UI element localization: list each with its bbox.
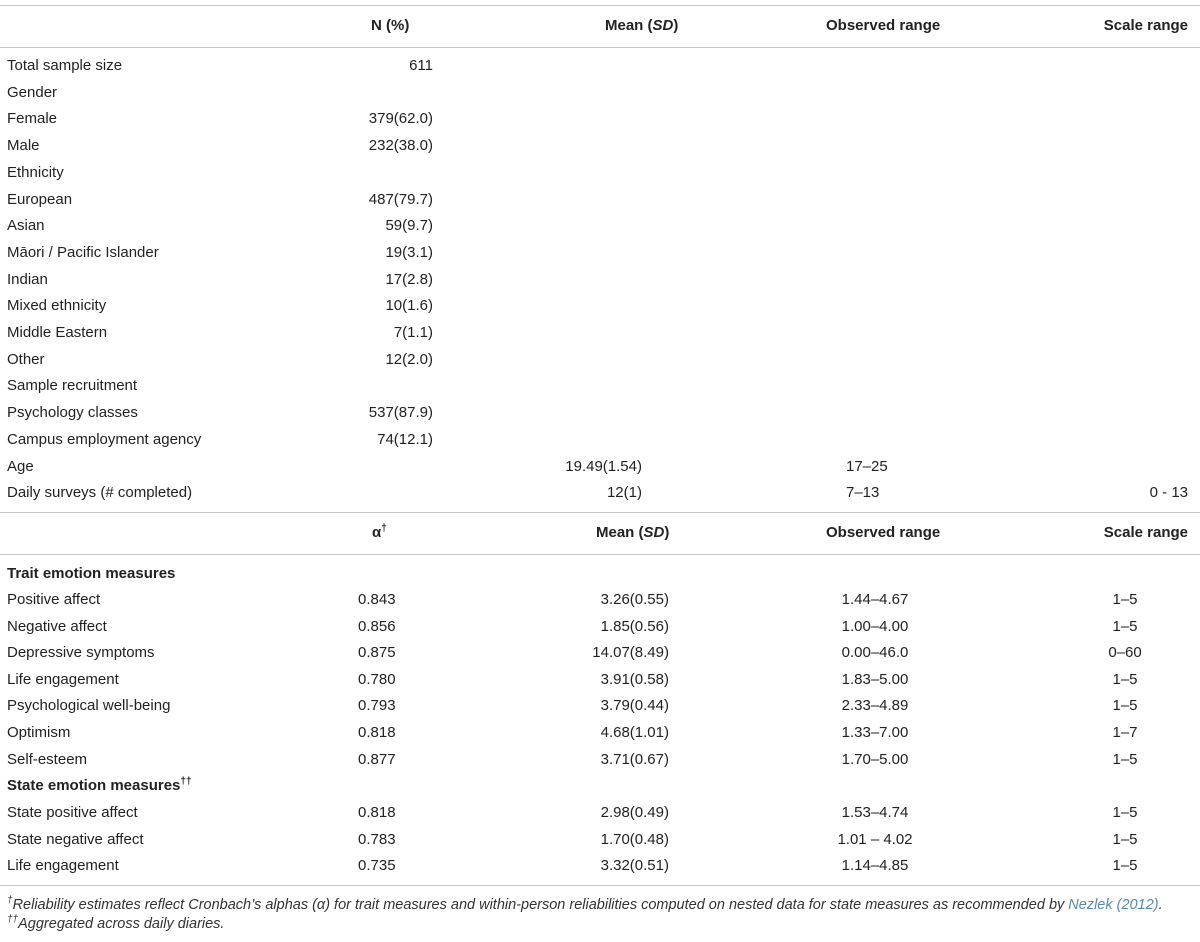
row-n-percent: 59(9.7) xyxy=(385,217,433,235)
row-label: Life engagement xyxy=(7,670,119,688)
middle-rule xyxy=(0,512,1200,513)
table-footnote: †Reliability estimates reflect Cronbach’s alphas (α) for trait measures and within-person reliabilities computed on nested data for state measures as recommended by Nezlek (2012). ††Aggregated across daily diaries. xyxy=(7,895,1163,932)
header-scale-range: Scale range xyxy=(1103,17,1188,34)
row-label: European xyxy=(7,190,73,208)
row-observed-range: 1.70–5.00 xyxy=(841,750,909,768)
row-alpha: 0.793 xyxy=(358,697,396,715)
trait-section-heading: Trait emotion measures xyxy=(7,565,176,582)
row-observed-range: 17–25 xyxy=(846,457,888,475)
row-scale-range: 1–5 xyxy=(1112,830,1138,848)
row-label: Depressive symptoms xyxy=(7,644,155,662)
row-label: Positive affect xyxy=(7,591,101,608)
row-observed-range: 7–13 xyxy=(846,484,880,502)
row-label: Indian xyxy=(7,270,48,288)
row-n-percent: 74(12.1) xyxy=(377,430,433,448)
row-alpha: 0.875 xyxy=(358,644,396,662)
row-alpha: 0.877 xyxy=(358,750,396,768)
bottom-rule xyxy=(0,885,1200,886)
row-label: Other xyxy=(7,350,45,368)
row-label: Ethnicity xyxy=(7,163,64,181)
row-mean-sd: 19.49(1.54) xyxy=(565,457,642,475)
row-n-percent: 487(79.7) xyxy=(368,190,433,208)
header2-rule xyxy=(0,554,1200,555)
row-scale-range: 1–5 xyxy=(1112,617,1138,635)
row-label: Total sample size xyxy=(7,57,123,74)
header-alpha: α† xyxy=(372,523,387,541)
row-scale-range: 1–5 xyxy=(1112,591,1138,608)
row-label: Self-esteem xyxy=(7,750,88,768)
top-rule xyxy=(0,5,1200,6)
row-mean-sd: 14.07(8.49) xyxy=(592,644,669,662)
header-mean-sd: Mean (SD) xyxy=(605,17,679,34)
row-n-percent: 379(62.0) xyxy=(368,110,433,128)
row-n-percent: 17(2.8) xyxy=(385,270,433,288)
reference-link[interactable]: Nezlek (2012) xyxy=(1068,897,1159,913)
row-label: Asian xyxy=(7,217,45,235)
row-n-percent: 537(87.9) xyxy=(368,404,433,422)
row-scale-range: 1–5 xyxy=(1112,670,1138,688)
row-alpha: 0.780 xyxy=(358,670,396,688)
row-label: Negative affect xyxy=(7,617,107,635)
header-n-percent: N (%) xyxy=(371,17,410,34)
row-label: Female xyxy=(7,110,58,128)
row-alpha: 0.843 xyxy=(358,591,396,608)
row-observed-range: 1.00–4.00 xyxy=(841,617,909,635)
header2-observed-range: Observed range xyxy=(826,524,941,541)
row-mean-sd: 3.32(0.51) xyxy=(600,857,669,875)
row-label: Sample recruitment xyxy=(7,377,138,395)
row-label: State negative affect xyxy=(7,830,144,848)
row-label: Psychology classes xyxy=(7,404,138,422)
row-alpha: 0.735 xyxy=(358,857,396,875)
row-label: State positive affect xyxy=(7,804,138,821)
row-label: Middle Eastern xyxy=(7,324,108,341)
row-label: Life engagement xyxy=(7,857,119,875)
row-observed-range: 1.33–7.00 xyxy=(841,724,909,741)
row-n-percent: 611 xyxy=(409,57,433,74)
row-alpha: 0.818 xyxy=(358,724,396,741)
row-mean-sd: 4.68(1.01) xyxy=(600,724,669,741)
header-observed-range: Observed range xyxy=(826,17,941,34)
row-scale-range: 1–5 xyxy=(1112,750,1138,768)
row-label: Daily surveys (# completed) xyxy=(7,484,193,502)
row-observed-range: 1.01 – 4.02 xyxy=(837,830,913,848)
row-alpha: 0.783 xyxy=(358,830,396,848)
row-observed-range: 1.44–4.67 xyxy=(841,591,909,608)
row-n-percent: 232(38.0) xyxy=(368,137,433,155)
row-mean-sd: 3.91(0.58) xyxy=(600,670,669,688)
row-label: Māori / Pacific Islander xyxy=(7,243,159,261)
row-scale-range: 1–5 xyxy=(1112,697,1138,715)
row-observed-range: 0.00–46.0 xyxy=(841,644,909,662)
row-scale-range: 0 - 13 xyxy=(1149,484,1188,502)
row-scale-range: 1–7 xyxy=(1112,724,1138,741)
row-label: Campus employment agency xyxy=(7,430,202,448)
row-mean-sd: 12(1) xyxy=(606,484,642,502)
row-mean-sd: 1.70(0.48) xyxy=(600,830,669,848)
header2-scale-range: Scale range xyxy=(1103,524,1188,541)
row-n-percent: 12(2.0) xyxy=(385,350,433,368)
row-scale-range: 0–60 xyxy=(1108,644,1142,662)
row-label: Age xyxy=(7,457,34,475)
row-mean-sd: 1.85(0.56) xyxy=(600,617,669,635)
row-label: Mixed ethnicity xyxy=(7,297,107,315)
row-alpha: 0.856 xyxy=(358,617,396,635)
row-observed-range: 1.53–4.74 xyxy=(841,804,909,821)
row-label: Male xyxy=(7,137,40,155)
row-alpha: 0.818 xyxy=(358,804,396,821)
row-mean-sd: 3.71(0.67) xyxy=(600,750,669,768)
row-label: Psychological well-being xyxy=(7,697,171,715)
row-observed-range: 1.83–5.00 xyxy=(841,670,909,688)
row-n-percent: 10(1.6) xyxy=(385,297,433,315)
row-label: Optimism xyxy=(7,724,71,741)
row-mean-sd: 3.26(0.55) xyxy=(600,591,669,608)
state-section-heading: State emotion measures†† xyxy=(7,776,192,794)
row-mean-sd: 3.79(0.44) xyxy=(600,697,669,715)
row-observed-range: 2.33–4.89 xyxy=(841,697,909,715)
row-mean-sd: 2.98(0.49) xyxy=(600,804,669,821)
header2-mean-sd: Mean (SD) xyxy=(596,524,670,541)
row-label: Gender xyxy=(7,83,58,101)
row-scale-range: 1–5 xyxy=(1112,857,1138,875)
row-n-percent: 7(1.1) xyxy=(393,324,433,341)
row-observed-range: 1.14–4.85 xyxy=(841,857,909,875)
row-scale-range: 1–5 xyxy=(1112,804,1138,821)
header-rule xyxy=(0,47,1200,48)
row-n-percent: 19(3.1) xyxy=(385,243,433,261)
